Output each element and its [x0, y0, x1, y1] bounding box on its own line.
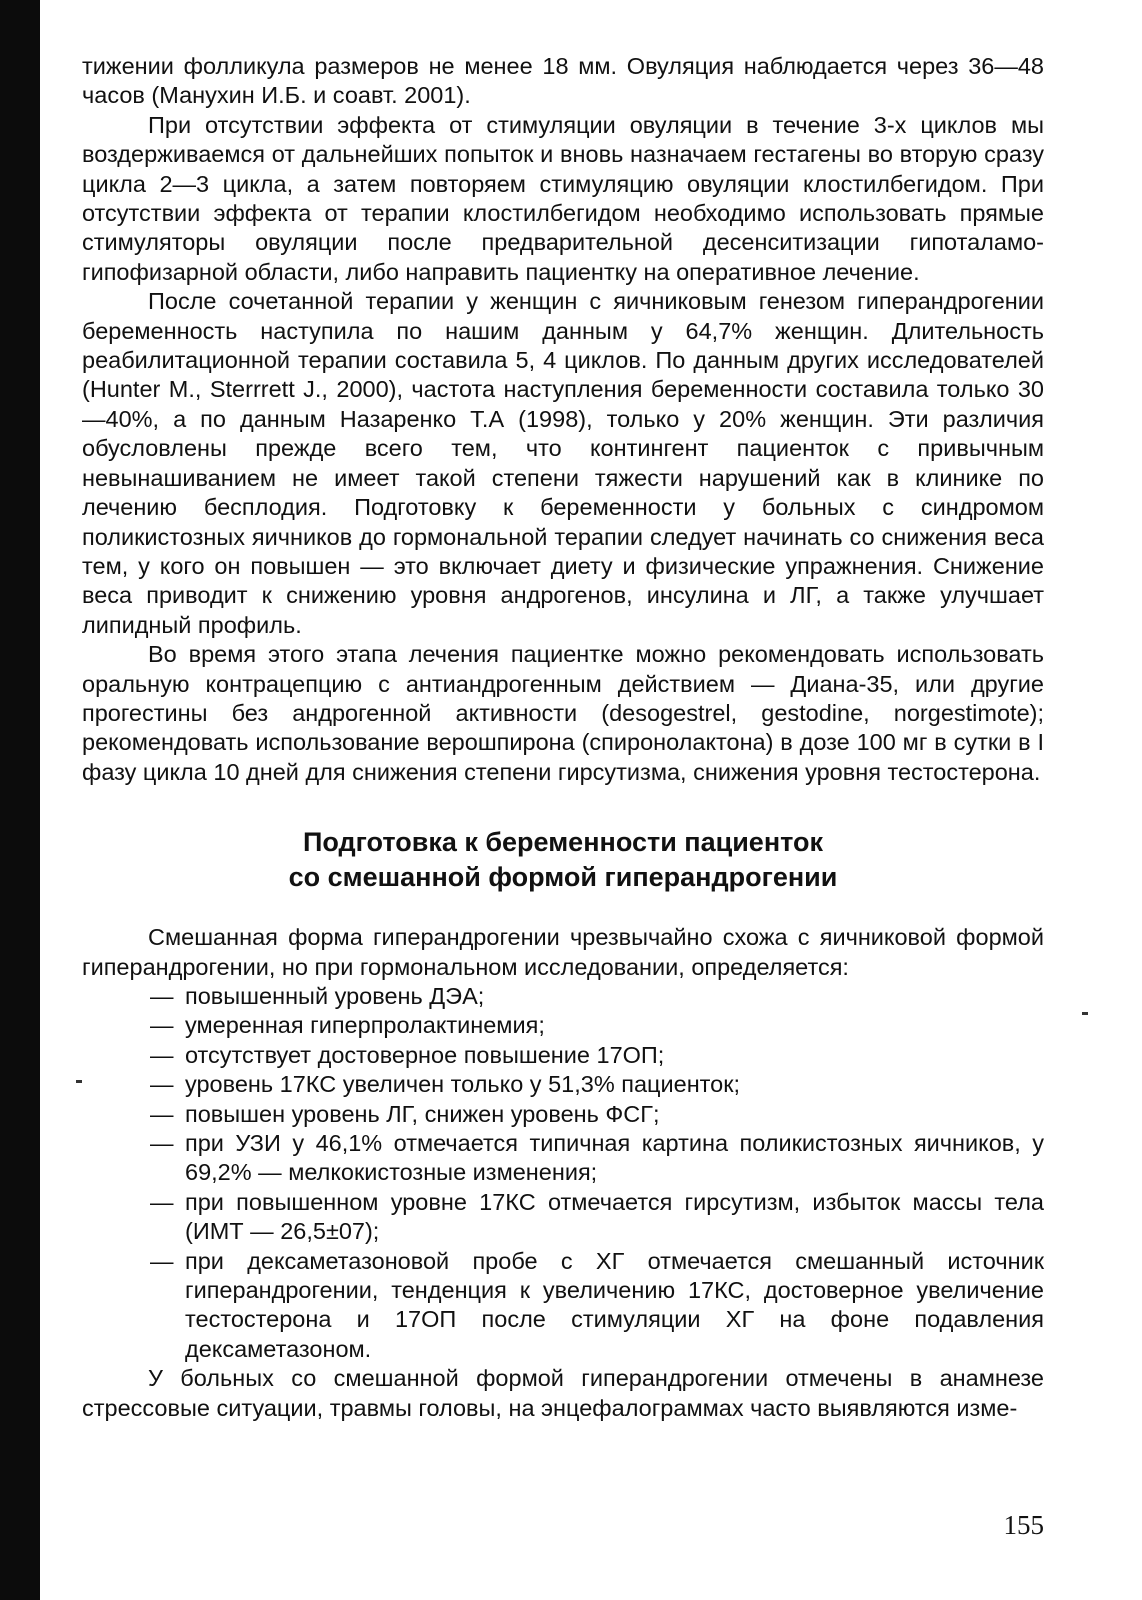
findings-list — [82, 982, 1044, 1364]
section-heading-line-2: со смешанной формой гиперандрогении — [288, 862, 838, 893]
paragraph-contraception: Во время этого этапа лечения пациентке можно рекомендовать использовать оральную контрацепцию с антиандрогенным действием — Диана-35, или другие прогестины без андрогенной активности (desogestrel, gestodine, norgestimote); рекомендовать использование верошпирона (спиронолактона) в дозе 100 мг в сутки в I фазу цикла 10 дней для снижения степени гирсутизма, снижения уровня тестостерона. — [82, 641, 1044, 785]
paragraph-continuation: тижении фолликула размеров не менее 18 мм. Овуляция наблюдается через 36—48 часов (Манухин И.Б. и соавт. 2001). — [82, 53, 1044, 109]
paragraph-ovulation-stimulation: При отсутствии эффекта от стимуляции овуляции в течение 3-х циклов мы воздерживаемся от дальнейших попыток и вновь назначаем гестагены во вторую сразу цикла 2—3 цикла, а затем повторяем стимуляцию овуляции клостилбегидом. При отсутствии эффекта от терапии клостилбегидом необходимо использовать прямые стимуляторы овуляции после предварительной десенситизации гипоталамо-гипофизарной области, либо направить пациентку на оперативное лечение. — [82, 111, 1044, 285]
list-item: — умеренная гиперпролактинемия; — [150, 1011, 1044, 1040]
page-number: 155 — [1003, 1510, 1044, 1540]
closing-paragraph: У больных со смешанной формой гиперандрогении отмечены в анамнезе стрессовые ситуации, травмы головы, на энцефалограммах часто выявляются изме- — [82, 1365, 1044, 1421]
section-intro: Смешанная форма гиперандрогении чрезвычайно схожа с яичниковой формой гиперандрогении, но при гормональном исследовании, определяется: — [82, 924, 1044, 980]
list-item: — при повышенном уровне 17КС отмечается гирсутизм, избыток массы тела (ИМТ — 26,5±07); — [150, 1188, 1044, 1247]
list-item: — при УЗИ у 46,1% отмечается типичная картина поликистозных яичников, у 69,2% — мелкокистозные изменения; — [150, 1129, 1044, 1188]
section-heading — [82, 825, 1044, 895]
paragraph-combined-therapy: После сочетанной терапии у женщин с яичниковым генезом гиперандрогении беременность наступила по нашим данным у 64,7% женщин. Длительность реабилитационной терапии составила 5, 4 циклов. По данным других исследователей (Hunter M., Sterrrett J., 2000), частота наступления беременности составила только 30—40%, а по данным Назаренко Т.А (1998), только у 20% женщин. Эти различия обусловлены прежде всего тем, что контингент пациенток с привычным невынашиванием не имеет такой степени тяжести нарушений как в клинике по лечению бесплодия. Подготовку к беременности у больных с синдромом поликистозных яичников до гормональной терапии следует начинать со снижения веса тем, у кого он повышен — это включает диету и физические упражнения. Снижение веса приводит к снижению уровня андрогенов, инсулина и ЛГ, а также улучшает липидный профиль. — [82, 288, 1044, 638]
list-item: — отсутствует достоверное повышение 17ОП; — [150, 1041, 1044, 1070]
scan-shadow-edge — [0, 0, 40, 1600]
section-heading-line-1: Подготовка к беременности пациенток — [302, 827, 824, 858]
page-body — [82, 52, 1044, 1423]
scan-speck — [1082, 1012, 1088, 1015]
list-item: — при дексаметазоновой пробе с ХГ отмечается смешанный источник гиперандрогении, тенденция к увеличению 17КС, достоверное увеличение тестостерона и 17ОП после стимуляции ХГ на фоне подавления дексаметазоном. — [150, 1247, 1044, 1365]
list-item: — повышенный уровень ДЭА; — [150, 982, 1044, 1011]
list-item: — уровень 17КС увеличен только у 51,3% пациенток; — [150, 1070, 1044, 1099]
list-item: — повышен уровень ЛГ, снижен уровень ФСГ; — [150, 1100, 1044, 1129]
